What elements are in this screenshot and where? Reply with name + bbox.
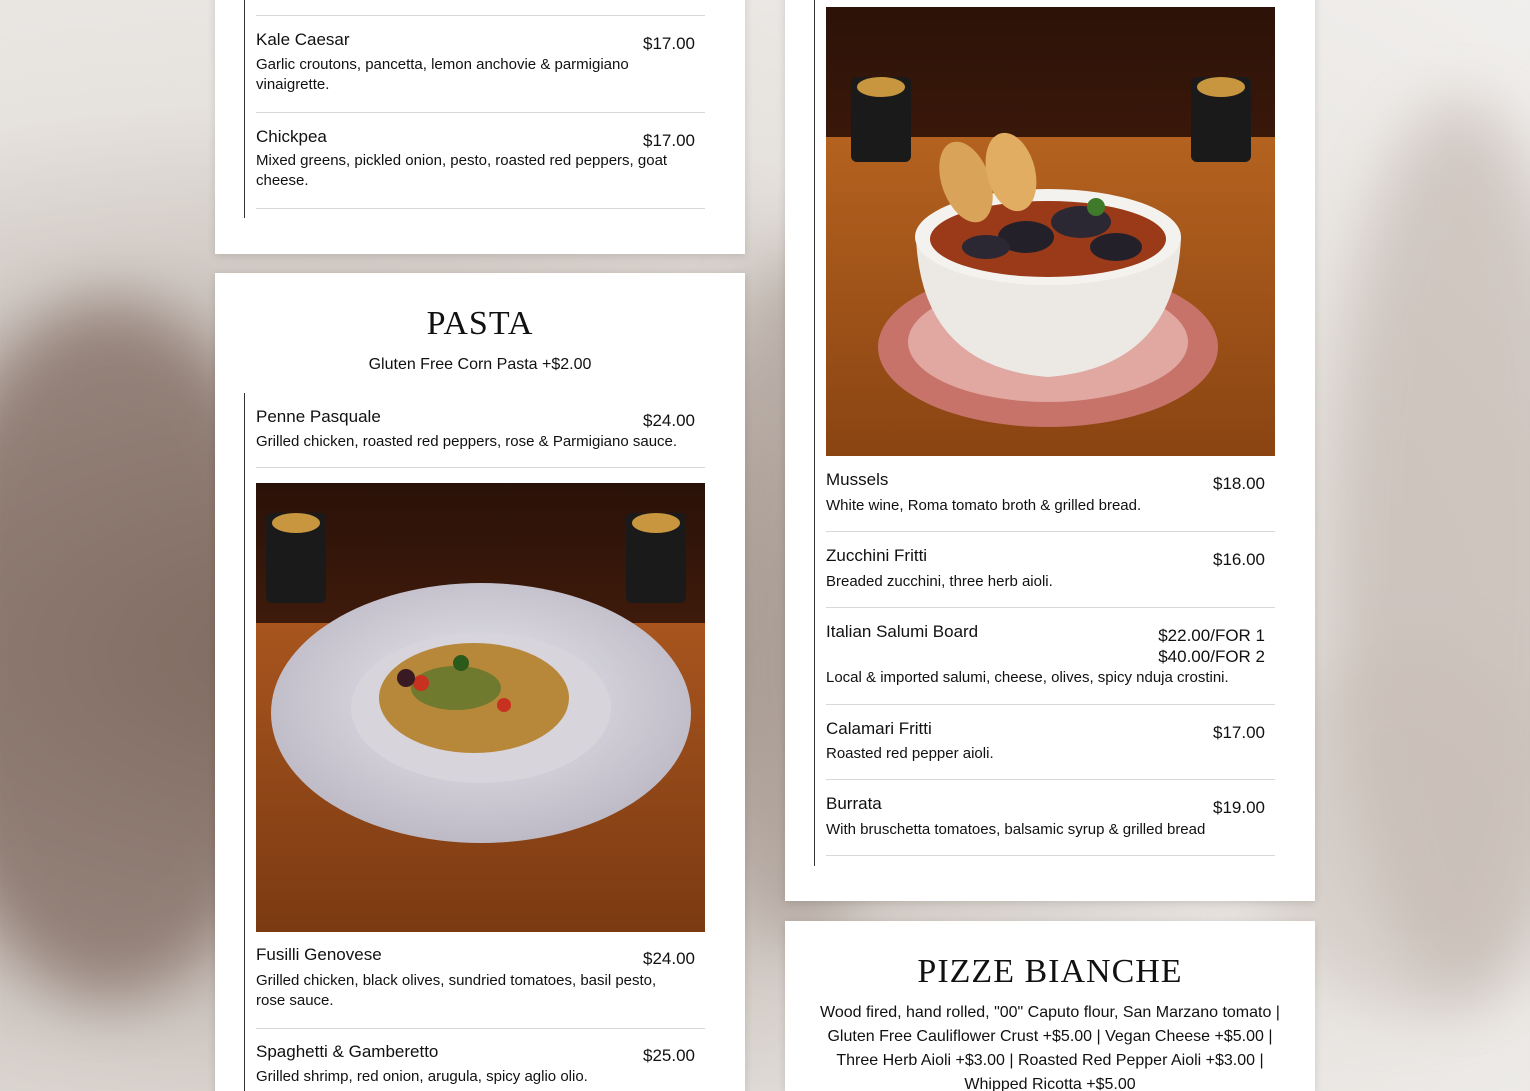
menu-item	[256, 1042, 705, 1091]
menu-item	[826, 719, 1275, 780]
item-price: $19.00	[1213, 798, 1265, 817]
item-name: Italian Salumi Board	[826, 622, 979, 641]
item-description: Local & imported salumi, cheese, olives, spicy nduja crostini.	[826, 669, 1229, 686]
pasta-panel	[215, 273, 745, 1091]
item-price: $25.00	[643, 1046, 695, 1065]
section-title: PASTA	[426, 305, 534, 342]
item-description: White wine, Roma tomato broth & grilled bread.	[826, 497, 1142, 514]
item-description: Garlic croutons, pancetta, lemon anchovie & parmigiano vinaigrette.	[256, 56, 629, 93]
item-description: Grilled shrimp, red onion, arugula, spicy aglio olio.	[256, 1068, 588, 1085]
item-price: $16.00	[1213, 550, 1265, 569]
salads-panel	[215, 0, 745, 254]
item-name: Penne Pasquale	[256, 407, 381, 426]
section-title: PIZZE BIANCHE	[917, 953, 1183, 990]
item-description: Grilled chicken, roasted red peppers, rose & Parmigiano sauce.	[256, 433, 678, 450]
item-description: Roasted red pepper aioli.	[826, 745, 994, 762]
item-price: $24.00	[643, 949, 695, 968]
menu-item	[826, 794, 1275, 856]
item-name: Kale Caesar	[256, 30, 350, 49]
menu-divider-line	[244, 393, 245, 1091]
item-name: Burrata	[826, 794, 882, 813]
item-name: Zucchini Fritti	[826, 546, 928, 565]
menu-item	[826, 470, 1275, 532]
menu-item	[256, 127, 705, 209]
item-description: Grilled chicken, black olives, sundried tomatoes, basil pesto, rose sauce.	[256, 972, 657, 1009]
item-price	[1158, 625, 1265, 667]
item-description: With bruschetta tomatoes, balsamic syrup & grilled bread	[826, 821, 1206, 838]
item-price: $18.00	[1213, 474, 1265, 493]
starters-panel	[785, 0, 1315, 901]
menu-item	[256, 0, 705, 16]
item-price-single: $22.00/FOR 1	[1158, 626, 1265, 645]
menu-divider-line	[814, 0, 815, 866]
pasta-dish-photo	[256, 483, 705, 932]
menu-item	[826, 622, 1275, 705]
section-note: Wood fired, hand rolled, "00" Caputo flour, San Marzano tomato | Gluten Free Cauliflower Crust +$5.00 | Vegan Cheese +$5.00 | Three Herb Aioli +$3.00 | Roasted Red Pepper Aioli +$3.00 | Whipped Ricotta +$5.00	[820, 1004, 1280, 1091]
item-price: $17.00	[1213, 723, 1265, 742]
menu-item	[826, 546, 1275, 608]
menu-item	[256, 945, 705, 1029]
menu-item	[256, 407, 705, 468]
item-name: Mussels	[826, 470, 889, 489]
item-price: $17.00	[643, 34, 695, 53]
item-price: $24.00	[643, 411, 695, 430]
item-name: Calamari Fritti	[826, 719, 932, 738]
item-name: Fusilli Genovese	[256, 945, 382, 964]
item-name: Spaghetti & Gamberetto	[256, 1042, 439, 1061]
menu-divider-line	[244, 0, 245, 218]
mussels-dish-photo	[826, 7, 1275, 456]
menu-item	[256, 30, 705, 113]
item-price: $17.00	[643, 131, 695, 150]
pizze-bianche-panel	[785, 921, 1315, 1091]
item-price-double: $40.00/FOR 2	[1158, 647, 1265, 666]
item-description: Breaded zucchini, three herb aioli.	[826, 573, 1053, 590]
section-note: Gluten Free Corn Pasta +$2.00	[368, 356, 592, 373]
item-description: Mixed greens, pickled onion, pesto, roasted red peppers, goat cheese.	[256, 152, 668, 189]
item-name: Chickpea	[256, 127, 327, 146]
